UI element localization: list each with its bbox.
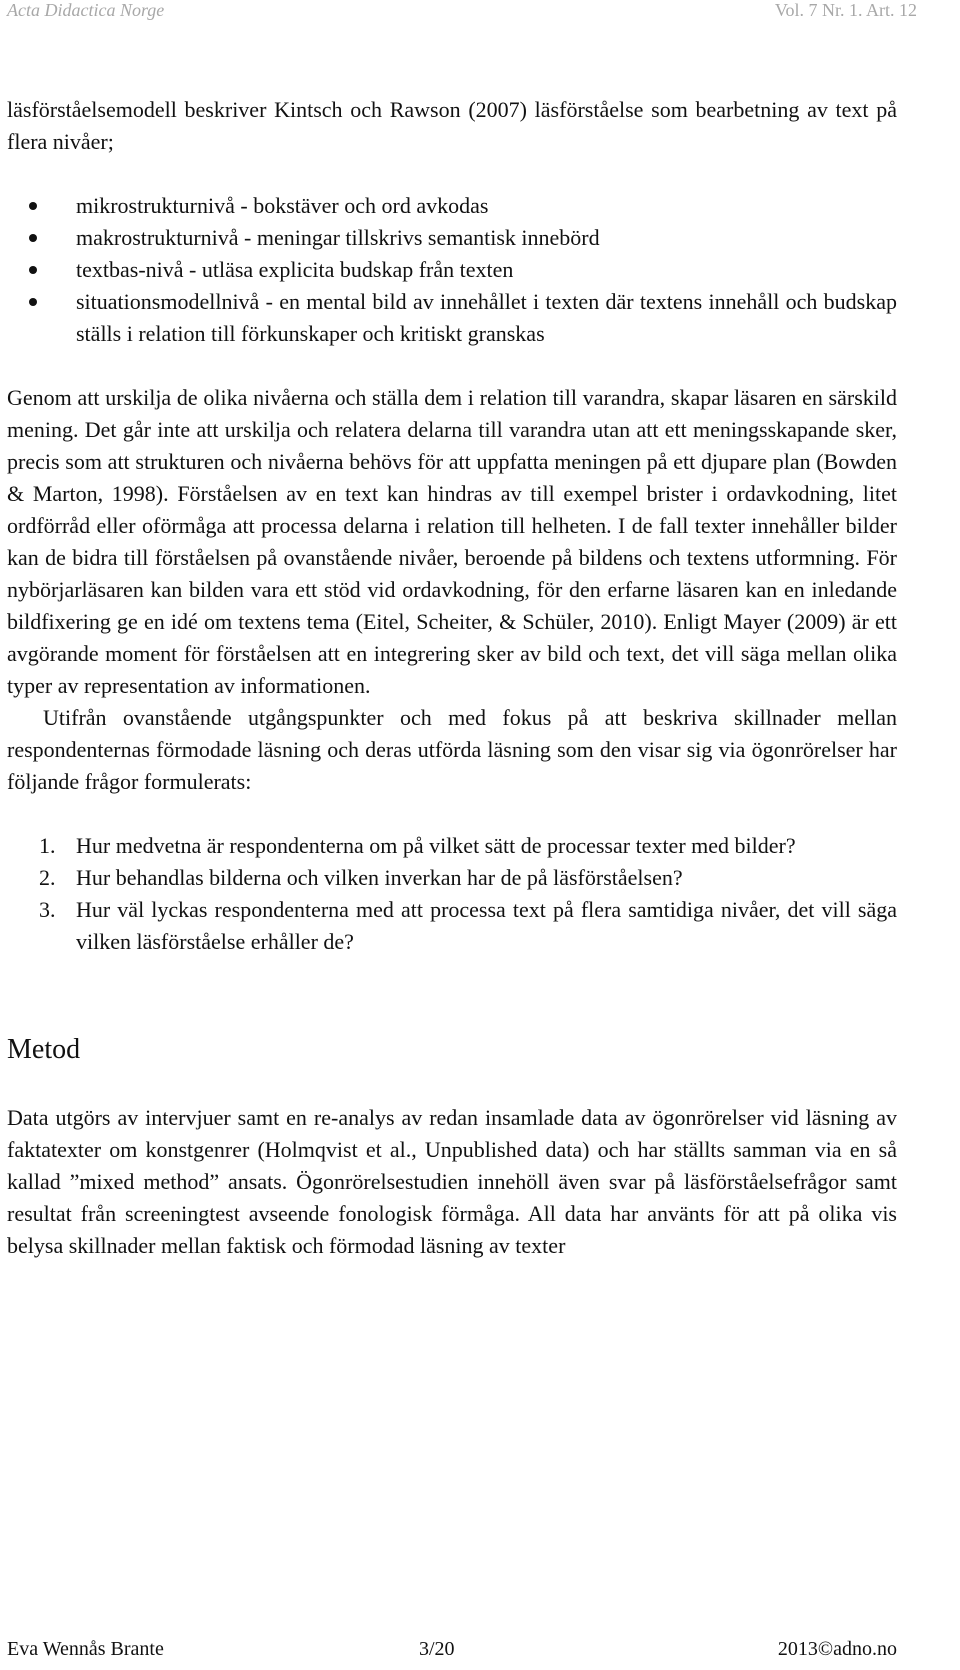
list-item-text: makrostrukturnivå - meningar tillskrivs semantisk innebörd bbox=[76, 225, 600, 250]
list-item bbox=[7, 222, 897, 254]
list-item bbox=[7, 190, 897, 222]
bullet-icon bbox=[29, 234, 37, 242]
levels-discussion-paragraph: Genom att urskilja de olika nivåerna och ställa dem i relation till varandra, skapar läsaren en särskild mening. Det går inte att urskilja och relatera delarna till varandra utan att ett meningsskapande sker, precis som att strukturen och nivåerna behövs för att uppfatta meningen på ett djupare plan (Bowden & Marton, 1998). Förståelsen av en text kan hindras av till exempel brister i ordavkodning, litet ordförråd eller oförmåga att processa delarna i relation till helheten. I de fall texter innehåller bilder kan de bidra till förståelsen på ovanstående nivåer, beroende på bildens och textens utformning. För nybörjarläsaren kan bilden vara ett stöd vid ordavkodning, för den erfarne läsaren kan en inledande bildfixering ge en idé om textens tema (Eitel, Scheiter, & Schüler, 2010). Enligt Mayer (2009) är ett avgörande moment för förståelsen att en integrering sker av bild och text, det vill säga mellan olika typer av representation av informationen. bbox=[7, 385, 897, 698]
research-questions-list bbox=[7, 830, 897, 958]
footer-author: Eva Wennås Brante bbox=[7, 1638, 164, 1660]
questions-intro-paragraph: Utifrån ovanstående utgångspunkter och med fokus på att beskriva skillnader mellan respondenternas förmodade läsning och deras utförda läsning som den visar sig via ögonrörelser har följande frågor formulerats: bbox=[7, 705, 897, 794]
list-item-text: situationsmodellnivå - en mental bild av innehållet i texten där textens innehåll och budskap ställs i relation till förkunskaper och kritiskt granskas bbox=[76, 289, 897, 346]
list-item bbox=[7, 286, 897, 350]
research-question bbox=[7, 894, 897, 958]
research-question bbox=[7, 862, 897, 894]
question-number: 3. bbox=[39, 897, 56, 922]
bullet-icon bbox=[29, 298, 37, 306]
page-number: 3/20 bbox=[419, 1638, 455, 1660]
page-body bbox=[7, 94, 897, 1262]
intro-paragraph: läsförståelsemodell beskriver Kintsch och Rawson (2007) läsförståelse som bearbetning av text på flera nivåer; bbox=[7, 97, 897, 154]
bullet-icon bbox=[29, 202, 37, 210]
question-text: Hur behandlas bilderna och vilken inverkan har de på läsförståelsen? bbox=[76, 865, 683, 890]
running-footer bbox=[7, 1638, 897, 1668]
list-item-text: mikrostrukturnivå - bokstäver och ord avkodas bbox=[76, 193, 489, 218]
list-item bbox=[7, 254, 897, 286]
method-paragraph: Data utgörs av intervjuer samt en re-analys av redan insamlade data av ögonrörelser vid läsning av faktatexter om konstgenrer (Holmqvist et al., Unpublished data) och har ställts samman via en så kallad ”mixed method” ansats. Ögonrörelsestudien innehöll även svar på läsförståelsefrågor samt resultat från screeningtest avseende fonologisk förmåga. All data har använts för att på olika vis belysa skillnader mellan faktisk och förmodad läsning av texter bbox=[7, 1105, 897, 1258]
question-text: Hur väl lyckas respondenterna med att processa text på flera samtidiga nivåer, det vill säga vilken läsförståelse erhåller de? bbox=[76, 897, 897, 954]
running-header bbox=[7, 0, 917, 28]
reading-levels-list bbox=[7, 190, 897, 350]
question-number: 2. bbox=[39, 865, 56, 890]
question-number: 1. bbox=[39, 833, 56, 858]
question-text: Hur medvetna är respondenterna om på vilket sätt de processar texter med bilder? bbox=[76, 833, 796, 858]
footer-copyright: 2013©adno.no bbox=[777, 1638, 897, 1660]
volume-number: Vol. 7 Nr. 1. Art. 12 bbox=[774, 0, 917, 20]
bullet-icon bbox=[29, 266, 37, 274]
list-item-text: textbas-nivå - utläsa explicita budskap från texten bbox=[76, 257, 514, 282]
journal-name: Acta Didactica Norge bbox=[7, 0, 165, 20]
research-question bbox=[7, 830, 897, 862]
section-heading-method: Metod bbox=[7, 1034, 81, 1065]
